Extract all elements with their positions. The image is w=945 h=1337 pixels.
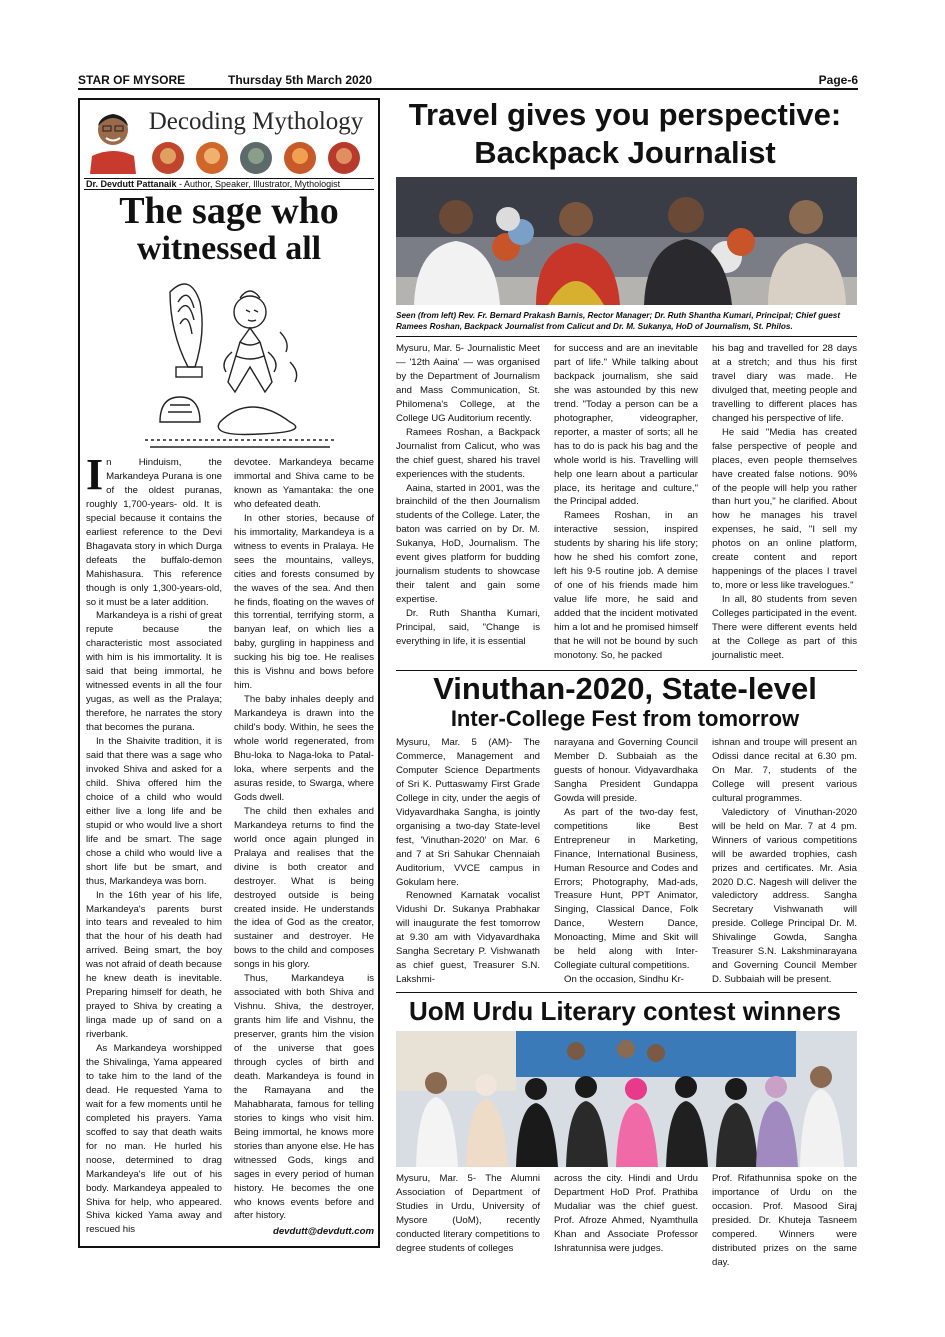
paragraph: Ramees Roshan, in an interactive session, inspired students by sharing his life story; how he shed his comfort zone, left his 9-5 routine job. A demise of one of his friends made him value life more, he said and added that the incident motivated him a lot and he promised himself that he will not be bound by such monotony. So, he packed (554, 510, 698, 661)
author-bar (84, 178, 374, 190)
paragraph: Mysuru, Mar. 5 (AM)- The Commerce, Management and Computer Science Departments of Sri K. Puttaswamy First Grade College in city, under the aegis of Vidyavardhaka Sangha, is jointly organising a two-day State-level fest, 'Vinuthan-2020' on Mar. 6 and 7 at Sri Sahukar Chennaiah Auditorium, VVCE campus in Gokulam here. (396, 737, 540, 888)
paragraph: ishnan and troupe will present an Odissi dance recital at 6.30 pm. On Mar. 7, students of the College will present various cultural programmes. (712, 737, 857, 804)
travel-photo-caption: Seen (from left) Rev. Fr. Bernard Prakash Barnis, Rector Manager; Dr. Ruth Shantha Kumari, Principal; Chief guest Ramees Roshan, Backpack Journalist from Calicut and Dr. M. Sukanya, HoD of Journalism, St. Philos. (396, 311, 841, 331)
vinuthan-text-3 (712, 736, 857, 987)
paragraph: devotee. Markandeya became immortal and Shiva came to be known as Yamantaka: the one who defeated death. (234, 457, 374, 510)
travel-text-1 (396, 342, 540, 649)
author-name: Dr. Devdutt Pattanaik (86, 179, 177, 189)
paragraph: Valedictory of Vinuthan-2020 will be held on Mar. 7 at 4 pm. Winners of various competitions will be awarded trophies, cash prizes and certificates. Mr. Asia 2020 D.C. Nagesh will deliver the valedictory address. Sangha Secretary Vishwanath will preside. College Principal Dr. M. Shivalinge Gowda, Sangha Treasurer S.N. Lakshminarayana and Governing Council Member D. Subbaiah will be present. (712, 806, 857, 986)
vinuthan-headline (392, 672, 858, 732)
paragraph: On the occasion, Sindhu Kr- (564, 974, 684, 986)
paragraph: As part of the two-day fest, competitions like Best Entrepreneur in Marketing, Finance, International Business, Human Resource and Codes and Errors; Photography, Mad-ads, Treasure Hunt, PPT Animator, Singing, Classical Dance, Folk Dance, Western Dance, Monoacting, Mime and Skit will be held along with Inter-Collegiate cultural competitions. (554, 806, 698, 972)
headline-line-1: Travel gives you perspective: (408, 97, 842, 132)
urdu-text-1 (396, 1172, 540, 1256)
paragraph: his bag and travelled for 28 days at a stretch; and thus his first travel diary was made. He divulged that, meeting people and travelling to different places has changed his perspective of life. (712, 343, 857, 424)
paper-name: STAR OF MYSORE (78, 73, 186, 87)
author-email: devdutt@devdutt.com (272, 1226, 374, 1238)
divider (396, 992, 857, 993)
paragraph: across the city. Hindi and Urdu Department HoD Prof. Prathiba Mudaliar was the chief guest. Prof. Afroze Ahmed, Nyamthulla Khan and Associate Professor Ishratunnisa were judges. (554, 1173, 698, 1254)
vinuthan-text-1 (396, 736, 540, 987)
author-photo (86, 106, 140, 174)
column-banner (84, 104, 374, 176)
paragraph: In the 16th year of his life, Markandeya's parents burst into tears and revealed to him that the hour of his death had arrived. Being smart, the boy was not afraid of death because he knew death is inevitable. Preparing himself for death, he prayed to Shiva by creating a linga made up of sand on a riverbank. (86, 889, 223, 1041)
paragraph: for success and are an inevitable part of life." While talking about backpack journalism, she said she was astounded by this new trend. "Today a person can be a photographer, videographer, reporter, a master of sorts; all he has to do is pack his bag and the whole world is his. Travelling will help one learn about a particular place, its heritage and culture," the Principal added. (554, 343, 698, 508)
column-text-1 (86, 450, 223, 1237)
paragraph: The child then exhales and Markandeya returns to find the world once again plunged in Pralaya and realises that the divine is both creator and destroyer. What is being destroyed outside is being created inside. He understands the idea of God as the creator, sustainer and destroyer. He bows to the child and composes songs in his glory. (234, 805, 374, 971)
urdu-text-2 (554, 1172, 698, 1256)
author-desc: - Author, Speaker, Illustrator, Mythologist (176, 179, 341, 189)
paragraph: In all, 80 students from seven Colleges participated in the event. There were different events held at the College as part of this journalistic meet. (712, 594, 857, 661)
paragraph: He said "Media has created false perspective of people and places, even people themselves have created false notions. 90% of the people will help you rather than hurt you," he clarified. About how he manages his travel expenses, he said, "I sell my photos on an online platform, create content and report happenings of the places I travel to, more or less like travelogues." (712, 426, 857, 592)
column-headline (80, 192, 378, 268)
column-text-2 (234, 456, 374, 1239)
paragraph: Prof. Rifathunnisa spoke on the importance of Urdu on the occasion. Prof. Masood Siraj presided. Dr. Khuteja Tasneem compered. Winners were distributed prizes on the same day. (712, 1173, 857, 1268)
paragraph: Dr. Ruth Shantha Kumari, Principal, said, "Change is everything in life, it is essential (396, 608, 540, 648)
paragraph: Aaina, started in 2001, was the brainchild of the then Journalism students of the College. Later, the baton was carried on by Dr. M. Sukanya, HoD, Journalism. The event gives platform for budding journalism students to showcase their talent and gain some expertise. (396, 482, 540, 606)
paragraph: Markandeya is a rishi of great repute because the characteristic most associated with him is his immortality. It is said that being immortal, he witnessed events in all the four yugas, as well as the Pralaya; therefore, he narrates the story that becomes the purana. (86, 610, 222, 734)
urdu-text-3 (712, 1172, 857, 1270)
paragraph: Mysuru, Mar. 5- Journalistic Meet — '12th Aaina' — was organised by the Department of Journalism and Mass Communication, St. Philomena's College, at the College UG Auditorium recently. (396, 343, 540, 424)
headline-line-1: The sage who (119, 190, 339, 232)
mythology-column (78, 98, 380, 1248)
deity-medallions (150, 140, 370, 176)
paragraph: narayana and Governing Council Member D. Subbaiah as the guests of honour. Vidyavardhaka Sangha President Gundappa Gowda will preside. (554, 737, 698, 804)
urdu-headline: UoM Urdu Literary contest winners (409, 996, 841, 1026)
page-number: Page-6 (818, 73, 858, 87)
travel-text-3 (712, 342, 857, 663)
masthead (78, 72, 858, 90)
paragraph: In Hinduism, the Markandeya Purana is one of the oldest puranas, roughly 1,700-years- old. It is special because it contains the earliest reference to the Devi Bhagavata story in which Durga defeats the buffalo-demon Mahishasura. This reference though is only 1,300-years-old, so it must be a later addition. (86, 450, 222, 608)
headline-line-1: Vinuthan-2020, State-level (433, 671, 817, 706)
paragraph: In other stories, because of his immortality, Markandeya is a witness to events in Pralaya. He sees the mountains, valleys, cities and forests consumed by the waves of the sea. And then he finds, floating on the waves of this torrential, terrifying storm, a banyan leaf, on which lies a baby, gurgling in happiness and sucking his big toe. He realises this is Vishnu and bows before him. (234, 512, 374, 692)
paragraph: The baby inhales deeply and Markandeya is drawn into the child's body. Within, he sees the whole world regenerated, from Bhu-loka to Naga-loka to Patal-loka, where serpents and the asuras reside, to Swarga, where Gods dwell. (234, 694, 374, 803)
travel-text-2 (554, 342, 698, 663)
headline-line-2: witnessed all (136, 230, 322, 267)
medallion-icon (152, 142, 360, 174)
markandeya-illustration (140, 272, 340, 452)
headline-line-2: Backpack Journalist (474, 135, 776, 170)
urdu-photo (396, 1031, 857, 1167)
paragraph: Thus, Markandeya is associated with both Shiva and Vishnu. Shiva, the destroyer, grants him life and Vishnu, the preserver, grants him the vision of the universe that goes through cycles of birth and death. Markandeya is found in the Ramayana and the Mahabharata, famous for telling stories to kings who visit him. Being immortal, he knows more stories than anyone else. He has witnessed Gods, kings and sages in every period of human history. He becomes the one who knows events before and after history. (234, 973, 374, 1222)
divider (396, 336, 857, 337)
paragraph: Ramees Roshan, a Backpack Journalist from Calicut, who was the chief guest, shared his travel experiences with the students. (396, 426, 540, 480)
series-title: Decoding Mythology (148, 108, 364, 135)
vinuthan-text-2 (554, 736, 698, 987)
paragraph: Mysuru, Mar. 5- The Alumni Association of Department of Studies in Urdu, University of Mysore (UoM), recently conducted literary competitions to degree students of colleges (396, 1173, 540, 1254)
drop-cap: I (86, 450, 104, 499)
paragraph: As Markandeya worshipped the Shivalinga, Yama appeared to take him to the land of the dead. He requested Yama to wait for a few moments until he completed his prayers. Yama scoffed to say that death waits for no man. He hurled his noose, determined to drag Markandeya's life out of his body. Markandeya appealed to Shiva for help, who appeared. Shiva kicked Yama away and rescued his (86, 1043, 222, 1236)
travel-photo (396, 177, 857, 305)
issue-date: Thursday 5th March 2020 (228, 73, 373, 87)
paragraph: Renowned Karnatak vocalist Vidushi Dr. Sukanya Prabhakar will inaugurate the fest tomorrow at 9.30 am with Vidyavardhaka Sangha Secretary P. Vishwanath as chief guest, Treasurer S.N. Lakshmi- (396, 890, 540, 986)
travel-headline (392, 96, 858, 172)
paragraph: In the Shaivite tradition, it is said that there was a sage who invoked Shiva and asked for a child. Shiva offered him the choice of a child who would either live a long life and be stupid or who would live a short life and be smart. The sage chose a child who would live a short life but be smart, and thus, Markandeya was born. (86, 736, 222, 887)
headline-line-2: Inter-College Fest from tomorrow (450, 706, 800, 731)
